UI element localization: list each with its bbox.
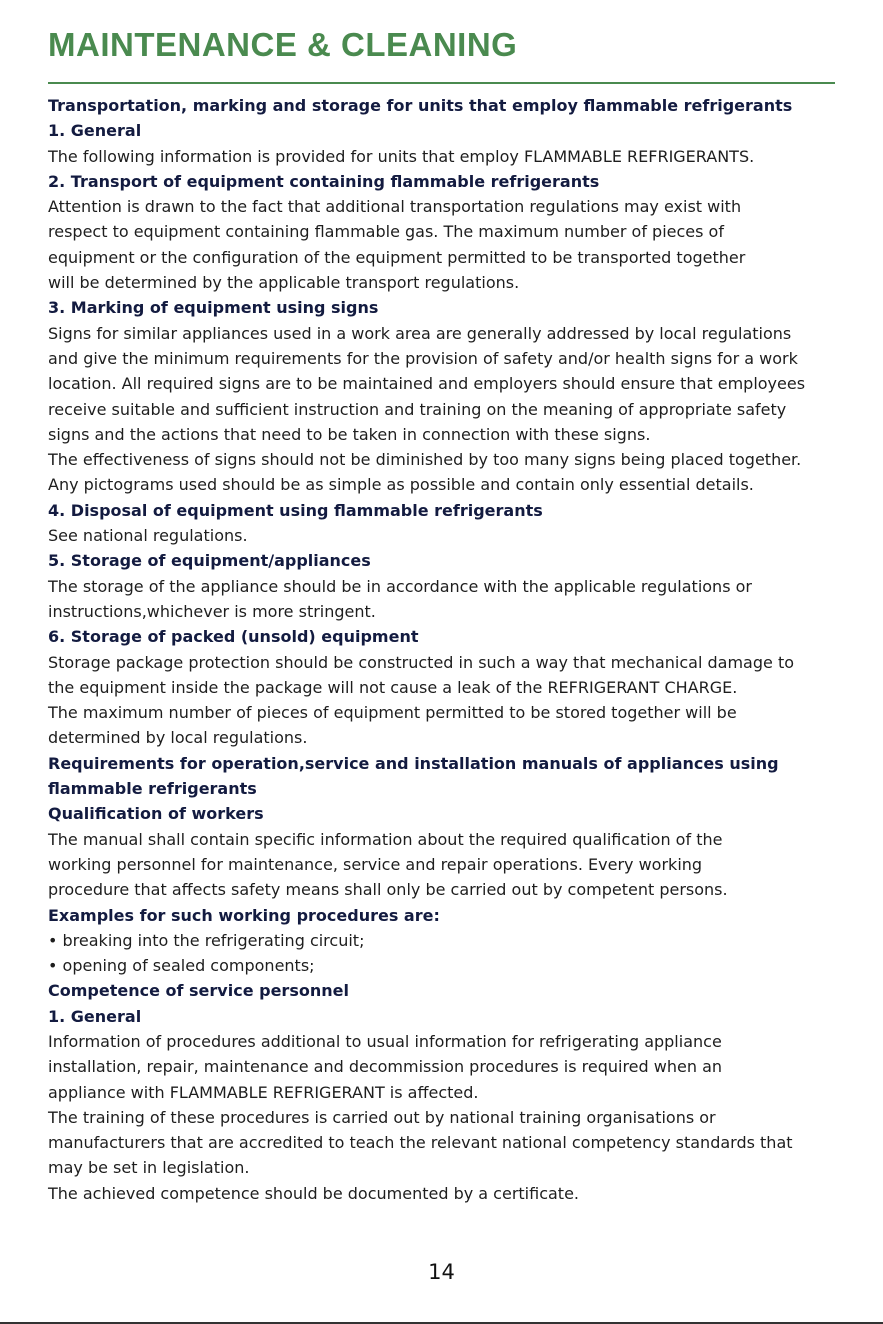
- body-text-line: respect to equipment containing flammable gas. The maximum number of pieces of: [48, 222, 724, 242]
- body-text-line: location. All required signs are to be maintained and employers should ensure that employees: [48, 374, 806, 394]
- section-heading: Competence of service personnel: [48, 981, 349, 1001]
- section-heading: flammable refrigerants: [48, 779, 257, 799]
- section-heading: 5. Storage of equipment/appliances: [48, 551, 371, 571]
- title-divider: [48, 82, 835, 84]
- body-text-line: • breaking into the refrigerating circuit;: [48, 930, 365, 950]
- body-text-line: and give the minimum requirements for the provision of safety and/or health signs for a work: [48, 348, 798, 368]
- body-text-line: The maximum number of pieces of equipment permitted to be stored together will be: [48, 703, 737, 723]
- body-text-line: The effectiveness of signs should not be diminished by too many signs being placed together.: [48, 450, 802, 470]
- page-title: MAINTENANCE & CLEANING: [48, 26, 518, 63]
- body-text-line: installation, repair, maintenance and decommission procedures is required when an: [48, 1057, 723, 1077]
- body-text-line: The following information is provided for units that employ FLAMMABLE REFRIGERANTS.: [48, 146, 755, 166]
- section-heading: Qualification of workers: [48, 804, 264, 824]
- body-text-line: signs and the actions that need to be taken in connection with these signs.: [48, 424, 651, 444]
- section-heading: 2. Transport of equipment containing flammable refrigerants: [48, 171, 600, 191]
- body-text-line: may be set in legislation.: [48, 1158, 250, 1178]
- body-text-line: The storage of the appliance should be in accordance with the applicable regulations or: [48, 576, 752, 596]
- document-body: [48, 93, 838, 1206]
- section-heading: Requirements for operation,service and installation manuals of appliances using: [48, 753, 779, 773]
- body-text-line: will be determined by the applicable transport regulations.: [48, 273, 520, 293]
- body-text-line: Attention is drawn to the fact that additional transportation regulations may exist with: [48, 197, 742, 217]
- body-text-line: The manual shall contain specific information about the required qualification of the: [48, 829, 723, 849]
- section-heading: 1. General: [48, 1006, 142, 1026]
- body-text-line: working personnel for maintenance, service and repair operations. Every working: [48, 854, 703, 874]
- body-text-line: receive suitable and sufficient instruction and training on the meaning of appropriate safety: [48, 399, 787, 419]
- body-text-line: procedure that affects safety means shall only be carried out by competent persons.: [48, 880, 728, 900]
- body-text-line: the equipment inside the package will not cause a leak of the REFRIGERANT CHARGE.: [48, 677, 738, 697]
- body-text-line: Any pictograms used should be as simple as possible and contain only essential details.: [48, 475, 754, 495]
- body-text-line: The achieved competence should be documented by a certificate.: [48, 1183, 579, 1203]
- body-text-line: determined by local regulations.: [48, 728, 308, 748]
- body-text-line: instructions,whichever is more stringent.: [48, 601, 376, 621]
- body-text-line: The training of these procedures is carried out by national training organisations or: [48, 1107, 716, 1127]
- section-heading: 1. General: [48, 121, 142, 141]
- section-heading: 6. Storage of packed (unsold) equipment: [48, 627, 419, 647]
- section-heading: 4. Disposal of equipment using flammable refrigerants: [48, 500, 543, 520]
- body-text-line: Information of procedures additional to usual information for refrigerating appliance: [48, 1031, 722, 1051]
- body-text-line: equipment or the configuration of the equipment permitted to be transported together: [48, 247, 746, 267]
- page-number: 14: [428, 1260, 455, 1284]
- body-text-line: See national regulations.: [48, 526, 248, 546]
- body-text-line: appliance with FLAMMABLE REFRIGERANT is affected.: [48, 1082, 479, 1102]
- body-text-line: manufacturers that are accredited to teach the relevant national competency standards that: [48, 1133, 793, 1153]
- body-text-line: Signs for similar appliances used in a work area are generally addressed by local regulations: [48, 323, 792, 343]
- section-heading: Transportation, marking and storage for units that employ flammable refrigerants: [48, 96, 793, 115]
- section-heading: Examples for such working procedures are:: [48, 905, 440, 925]
- body-text-line: Storage package protection should be constructed in such a way that mechanical damage to: [48, 652, 795, 672]
- body-text-line: • opening of sealed components;: [48, 956, 315, 976]
- section-heading: 3. Marking of equipment using signs: [48, 298, 379, 318]
